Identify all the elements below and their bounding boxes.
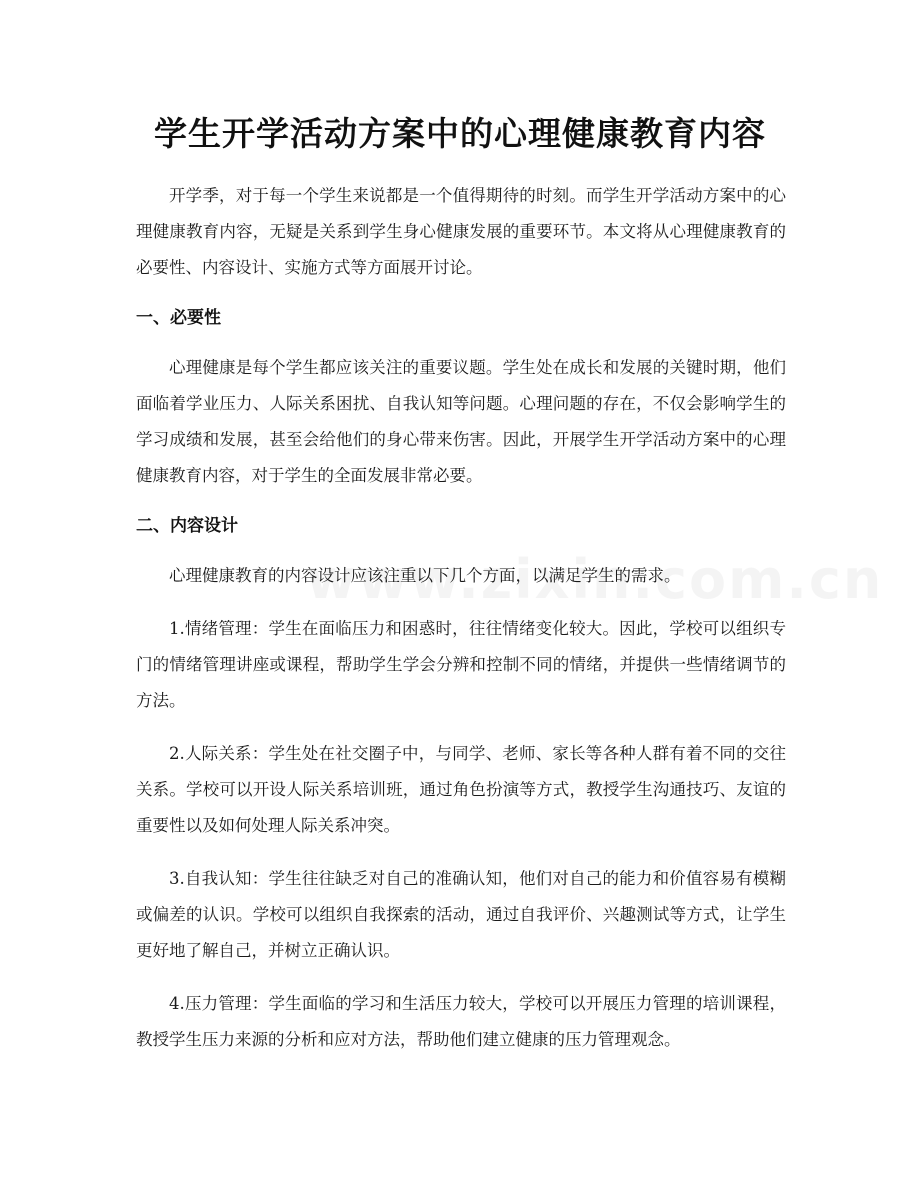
list-item-emotion-management: 1.情绪管理：学生在面临压力和困惑时，往往情绪变化较大。因此，学校可以组织专门的情绪管理讲座或课程，帮助学生学会分辨和控制不同的情绪，并提供一些情绪调节的方法。 bbox=[136, 619, 786, 710]
document-body bbox=[136, 178, 786, 1058]
content-design-lead: 心理健康教育的内容设计应该注重以下几个方面，以满足学生的需求。 bbox=[169, 566, 681, 585]
list-item-self-awareness: 3.自我认知：学生往往缺乏对自己的准确认知，他们对自己的能力和价值容易有模糊或偏差的认识。学校可以组织自我探索的活动，通过自我评价、兴趣测试等方式，让学生更好地了解自己，并树立正确认识。 bbox=[136, 869, 786, 960]
section-heading-necessity: 一、必要性 bbox=[136, 308, 221, 328]
document-title: 学生开学活动方案中的心理健康教育内容 bbox=[154, 114, 766, 153]
list-item-interpersonal-relations: 2.人际关系：学生处在社交圈子中，与同学、老师、家长等各种人群有着不同的交往关系。学校可以开设人际关系培训班，通过角色扮演等方式，教授学生沟通技巧、友谊的重要性以及如何处理人际关系冲突。 bbox=[136, 744, 786, 835]
list-item-stress-management: 4.压力管理：学生面临的学习和生活压力较大，学校可以开展压力管理的培训课程，教授学生压力来源的分析和应对方法，帮助他们建立健康的压力管理观念。 bbox=[136, 994, 786, 1049]
necessity-paragraph: 心理健康是每个学生都应该关注的重要议题。学生处在成长和发展的关键时期，他们面临着学业压力、人际关系困扰、自我认知等问题。心理问题的存在，不仅会影响学生的学习成绩和发展，甚至会给他们的身心带来伤害。因此，开展学生开学活动方案中的心理健康教育内容，对于学生的全面发展非常必要。 bbox=[136, 358, 786, 485]
section-heading-content-design: 二、内容设计 bbox=[136, 516, 238, 536]
intro-paragraph: 开学季，对于每一个学生来说都是一个值得期待的时刻。而学生开学活动方案中的心理健康教育内容，无疑是关系到学生身心健康发展的重要环节。本文将从心理健康教育的必要性、内容设计、实施方式等方面展开讨论。 bbox=[136, 186, 786, 277]
